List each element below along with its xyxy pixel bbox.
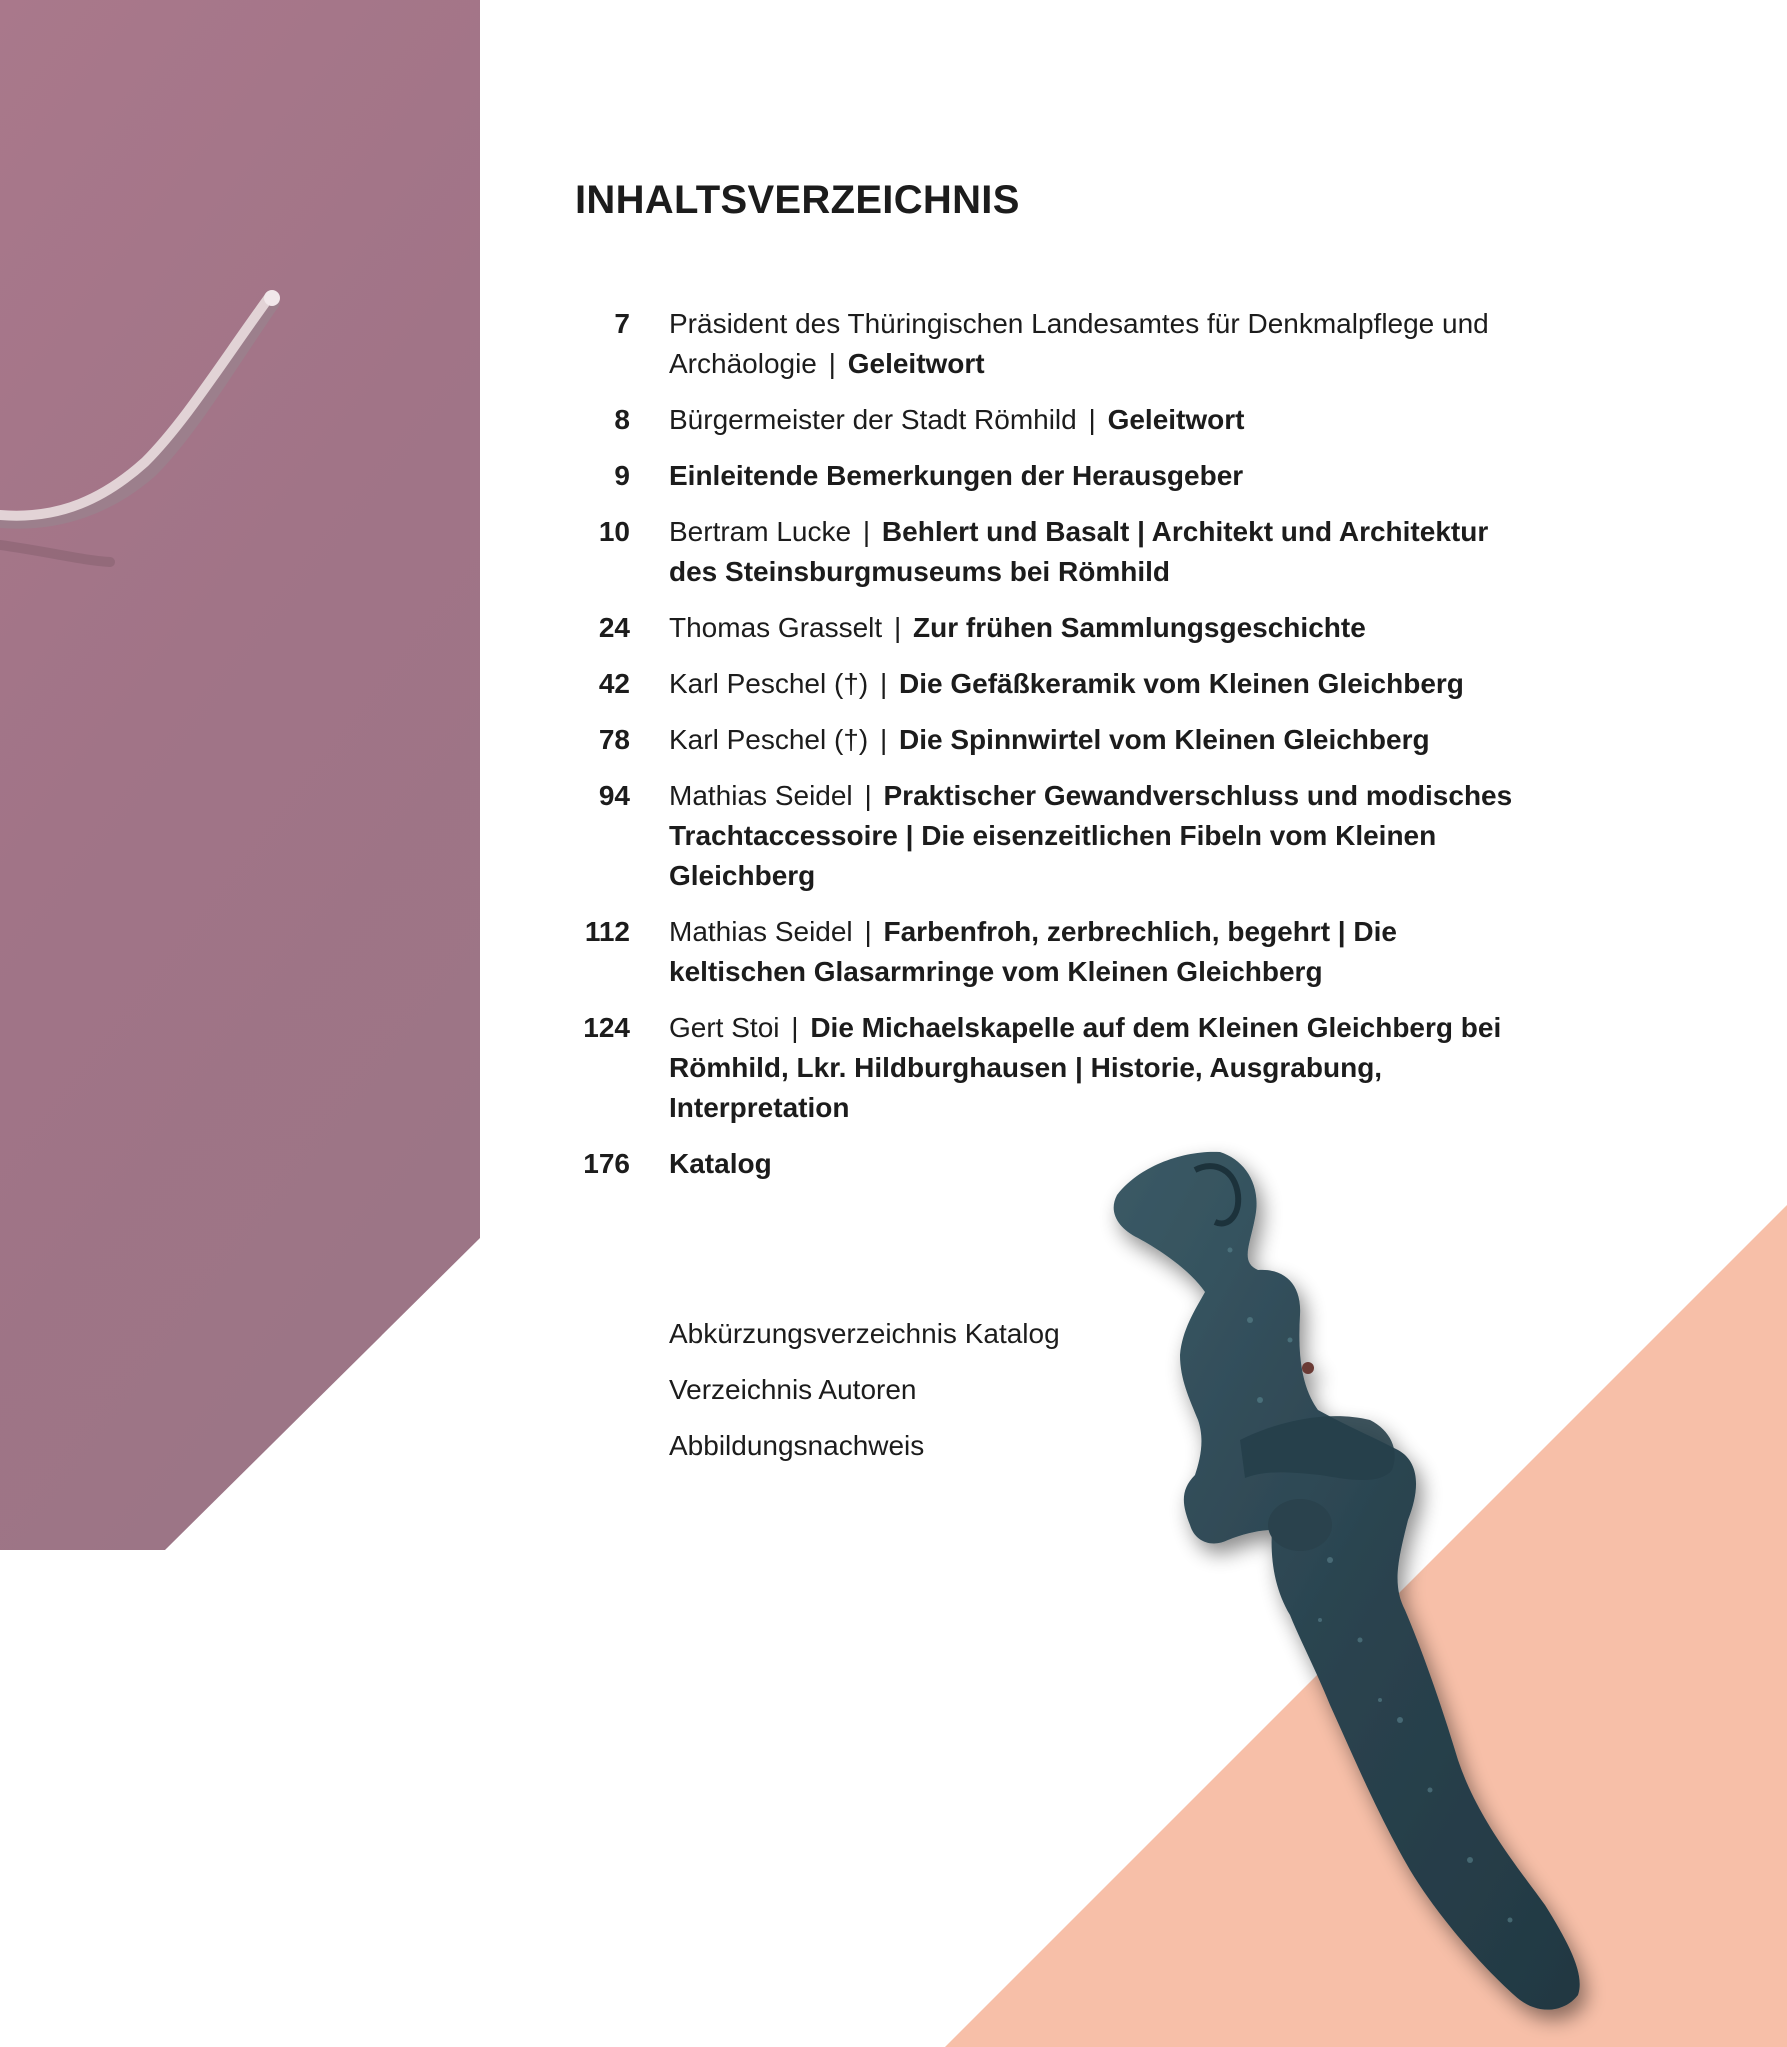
toc-page-number: 9 (614, 460, 630, 491)
toc-author: Karl Peschel (†) (669, 724, 869, 755)
toc-entry-text (669, 720, 1430, 760)
appendix-item: Abbildungsnachweis (669, 1430, 925, 1461)
toc-author: Bertram Lucke (669, 516, 852, 547)
toc-entry (574, 512, 1514, 592)
table-of-contents (574, 304, 1514, 1200)
toc-entry (574, 1008, 1514, 1128)
toc-author: Mathias Seidel (669, 780, 853, 811)
toc-author: Bürgermeister der Stadt Römhild (669, 404, 1077, 435)
toc-entry-text (669, 1144, 772, 1184)
toc-author: Präsident des Thüringischen Landesamtes für Denkmalpflege und Archäologie (669, 308, 1489, 379)
toc-author: Thomas Grasselt (669, 612, 883, 643)
toc-separator: | (828, 348, 836, 379)
toc-author: Karl Peschel (†) (669, 668, 869, 699)
toc-entry-text (669, 400, 1245, 440)
toc-entry (574, 912, 1514, 992)
toc-separator: | (862, 516, 871, 547)
toc-entry (574, 664, 1514, 704)
toc-chapter-title: Zur frühen Sammlungsgeschichte (913, 612, 1366, 643)
toc-entry-text (669, 912, 1514, 992)
toc-entry-text (669, 608, 1366, 648)
toc-author: Mathias Seidel (669, 916, 853, 947)
toc-page-number: 8 (614, 404, 630, 435)
toc-page-number: 112 (584, 916, 630, 947)
toc-entry-text (669, 456, 1243, 496)
toc-entry-text (669, 664, 1464, 704)
toc-separator: | (879, 724, 888, 755)
toc-author: Gert Stoi (669, 1012, 780, 1043)
toc-entry (574, 1144, 1514, 1184)
toc-entry (574, 400, 1514, 440)
toc-separator: | (864, 780, 872, 811)
toc-page-number: 7 (614, 308, 630, 339)
appendix-item: Verzeichnis Autoren (669, 1374, 917, 1405)
toc-page-number: 94 (598, 780, 630, 811)
toc-separator: | (893, 612, 902, 643)
toc-entry (574, 456, 1514, 496)
toc-page-number: 42 (598, 668, 630, 699)
toc-chapter-title: Die Michaelskapelle auf dem Kleinen Gleichberg bei Römhild, Lkr. Hildburghausen | Historie, Ausgrabung, Interpretation (669, 1012, 1502, 1123)
toc-entry-text (669, 512, 1514, 592)
toc-entry (574, 720, 1514, 760)
toc-chapter-title: Die Gefäßkeramik vom Kleinen Gleichberg (899, 668, 1464, 699)
appendix-item: Abkürzungsverzeichnis Katalog (669, 1318, 1060, 1349)
toc-separator: | (1088, 404, 1096, 435)
toc-entry-text (669, 1008, 1514, 1128)
toc-separator: | (879, 668, 888, 699)
toc-chapter-title: Geleitwort (1107, 404, 1245, 435)
toc-page-number: 24 (598, 612, 630, 643)
toc-chapter-title: Die Spinnwirtel vom Kleinen Gleichberg (899, 724, 1430, 755)
toc-chapter-title: Geleitwort (847, 348, 985, 379)
toc-chapter-title: Praktischer Gewandverschluss und modisches Trachtaccessoire | Die eisenzeitlichen Fibeln vom Kleinen Gleichberg (669, 780, 1513, 891)
toc-chapter-title: Katalog (669, 1148, 772, 1179)
toc-entry (574, 304, 1514, 384)
toc-page-number: 78 (598, 724, 630, 755)
toc-chapter-title: Einleitende Bemerkungen der Herausgeber (669, 460, 1244, 491)
appendix-list (669, 1314, 1060, 1482)
toc-chapter-title: Farbenfroh, zerbrechlich, begehrt | Die keltischen Glasarmringe vom Kleinen Gleichberg (669, 916, 1397, 987)
toc-entry-text (669, 304, 1514, 384)
toc-page-number: 10 (598, 516, 630, 547)
left-photo-panel (0, 0, 480, 1550)
toc-separator: | (864, 916, 872, 947)
toc-chapter-title: Behlert und Basalt | Architekt und Architektur des Steinsburgmuseums bei Römhild (669, 516, 1489, 587)
toc-page-number: 176 (583, 1148, 630, 1179)
toc-page-number: 124 (583, 1012, 630, 1043)
toc-entry (574, 608, 1514, 648)
page-title: INHALTSVERZEICHNIS (575, 178, 1020, 222)
toc-entry-text (669, 776, 1514, 896)
toc-separator: | (791, 1012, 799, 1043)
toc-entry (574, 776, 1514, 896)
